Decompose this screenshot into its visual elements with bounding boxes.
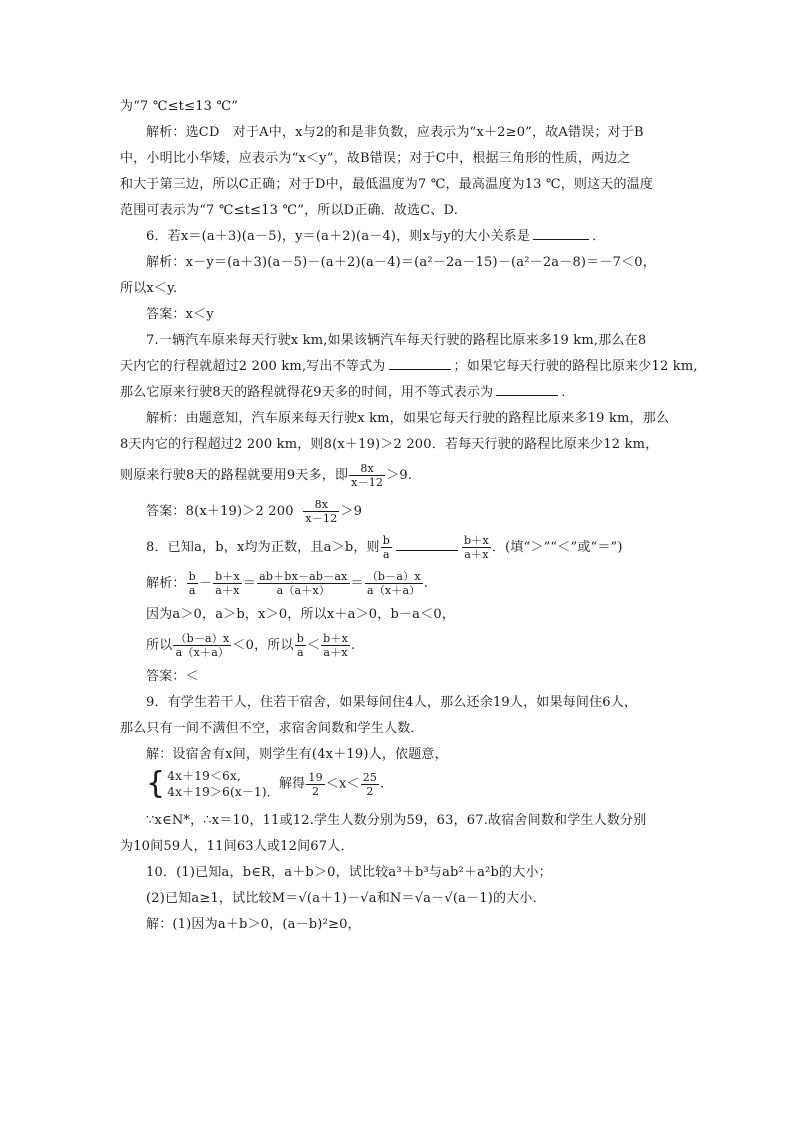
system-rows: 4x＋19＜6x, 4x＋19＞6(x－1)．	[167, 769, 279, 799]
text-span: 解析：	[146, 576, 186, 591]
fraction: $\frac{8x}{x-12}$	[351, 462, 384, 489]
text-span: ＞9	[340, 504, 363, 519]
question-6	[120, 224, 680, 250]
text-line: ∵x∈N*，∴x＝10，11或12.学生人数分别为59，63，67.故宿舍间数和学生人数分别	[146, 813, 647, 828]
text-span: 天内它的行程就超过2 200 km,写出不等式为	[120, 359, 386, 374]
fraction: $\frac{(b-a)x}{a(x+a)}$	[175, 632, 230, 659]
left-brace: {	[146, 766, 166, 801]
text-line: 为10间59人，11间63人或12间67人．	[120, 839, 354, 854]
text-line: (2)已知a≥1，试比较M＝√(a＋1)－√a和N＝√a－√(a－1)的大小．	[146, 891, 546, 906]
text-span: 8．已知a，b，x均为正数，且a＞b，则	[146, 540, 380, 555]
fraction: $\frac{b+x}{a+x}$	[215, 570, 240, 597]
text-span: 那么它原来行驶8天的路程就得花9天多的时间，用不等式表示为	[120, 385, 494, 400]
answer-line: 答案：x＜y	[146, 307, 214, 322]
text-line: 因为a＞0，a＞b，x＞0，所以x＋a＞0，b－a＜0，	[146, 607, 455, 622]
fraction: $\frac{b}{a}$	[296, 632, 304, 659]
text-line: 那么只有一间不满但不空，求宿舍间数和学生人数．	[120, 721, 424, 736]
text-line: 为“7 ℃≤t≤13 ℃”	[120, 99, 239, 114]
text-line: 解：(1)因为a＋b＞0，(a－b)²≥0，	[146, 917, 361, 932]
fraction: $\frac{8x}{x-12}$	[305, 498, 338, 525]
text-line: 解：设宿舍有x间，则学生有(4x＋19)人，依题意，	[146, 747, 448, 762]
text-span: ＞9.	[386, 468, 413, 483]
answer-blank[interactable]	[533, 225, 589, 240]
text-line: 解析：x－y＝(a＋3)(a－5)－(a＋2)(a－4)＝(a²－2a－15)－(a²－2a－8)＝－7＜0，	[146, 255, 656, 270]
fraction: $\frac{b+x}{a+x}$	[464, 534, 489, 561]
text-line: 解析：由题意知，汽车原来每天行驶x km，如果它每天行驶的路程比原来多19 km，那么	[146, 411, 670, 426]
document-page	[120, 94, 698, 938]
fraction: $\frac{ab+bx-ab-ax}{a(a+x)}$	[259, 570, 348, 597]
text-span: 解得	[278, 776, 306, 792]
question-8	[120, 530, 680, 566]
inequality-system: { 4x＋19＜6x, 4x＋19＞6(x－1)． 解得 $\frac{19}{2}$ ＜x＜ $\frac{25}{2}$ .	[146, 766, 385, 801]
fraction: $\frac{19}{2}$	[308, 770, 323, 798]
text-span: 所以	[146, 638, 173, 653]
text-span: 6．若x＝(a＋3)(a－5)，y＝(a＋2)(a－4)，则x与y的大小关系是	[146, 229, 531, 244]
text-span: 答案：8(x＋19)＞2 200	[146, 504, 294, 519]
question-10: 10．(1)已知a，b∈R，a＋b＞0，试比较a³＋b³与ab²＋a²b的大小；	[146, 865, 552, 880]
text-span: ．	[561, 385, 575, 400]
answer-blank[interactable]	[389, 355, 451, 370]
text-line: 解析： $\frac{b}{a}$ － $\frac{b+x}{a+x}$ ＝ $\frac{ab+bx-ab-ax}{a(a+x)}$ ＝ $\frac{(b-a)x}{a(x+a)}$ .	[146, 570, 429, 597]
text-line: 范围可表示为“7 ℃≤t≤13 ℃”，所以D正确．故选C、D.	[120, 203, 459, 218]
text-line: 所以 $\frac{(b-a)x}{a(x+a)}$ ＜0，所以 $\frac{b}{a}$ ＜ $\frac{b+x}{a+x}$ .	[146, 632, 356, 659]
text-line: 解析：选CD 对于A中，x与2的和是非负数，应表示为“x＋2≥0”，故A错误；对于B	[146, 125, 644, 140]
text-line	[120, 354, 698, 380]
fraction: $\frac{b}{a}$	[382, 534, 390, 561]
text-line: 中，小明比小华矮，应表示为“x＜y”，故B错误；对于C中，根据三角形的性质，两边之	[120, 151, 631, 166]
text-span: 则原来行驶8天的路程就要用9天多，即	[120, 468, 349, 483]
fraction: $\frac{b}{a}$	[188, 570, 196, 597]
answer-blank[interactable]	[496, 381, 558, 396]
text-span: ．(填“＞”“＜”或“＝”)	[491, 540, 623, 555]
text-line	[120, 458, 680, 494]
fraction: $\frac{b+x}{a+x}$	[323, 632, 349, 659]
text-line: 8天内它的行程超过2 200 km，则8(x＋19)＞2 200．若每天行驶的路程比原来少12 km，	[120, 437, 659, 452]
answer-line: 答案：＜	[146, 669, 199, 684]
text-line: 所以x＜y.	[120, 281, 178, 296]
text-line: 和大于第三边，所以C正确；对于D中，最低温度为7 ℃，最高温度为13 ℃，则这天的温度	[120, 177, 654, 192]
text-span: ；如果它每天行驶的路程比原来少12 km,	[453, 359, 698, 374]
answer-blank[interactable]	[396, 536, 458, 551]
fraction: $\frac{(b-a)x}{a(x+a)}$	[366, 570, 421, 597]
text-line	[120, 380, 680, 406]
question-7: 7.一辆汽车原来每天行驶x km,如果该辆汽车每天行驶的路程比原来多19 km,那么在8	[146, 333, 647, 348]
answer-line	[120, 494, 680, 530]
question-9: 9．有学生若干人，住若干宿舍，如果每间住4人，那么还余19人，如果每间住6人，	[146, 695, 638, 710]
text-span: ．	[592, 229, 606, 244]
fraction: $\frac{25}{2}$	[362, 770, 378, 798]
